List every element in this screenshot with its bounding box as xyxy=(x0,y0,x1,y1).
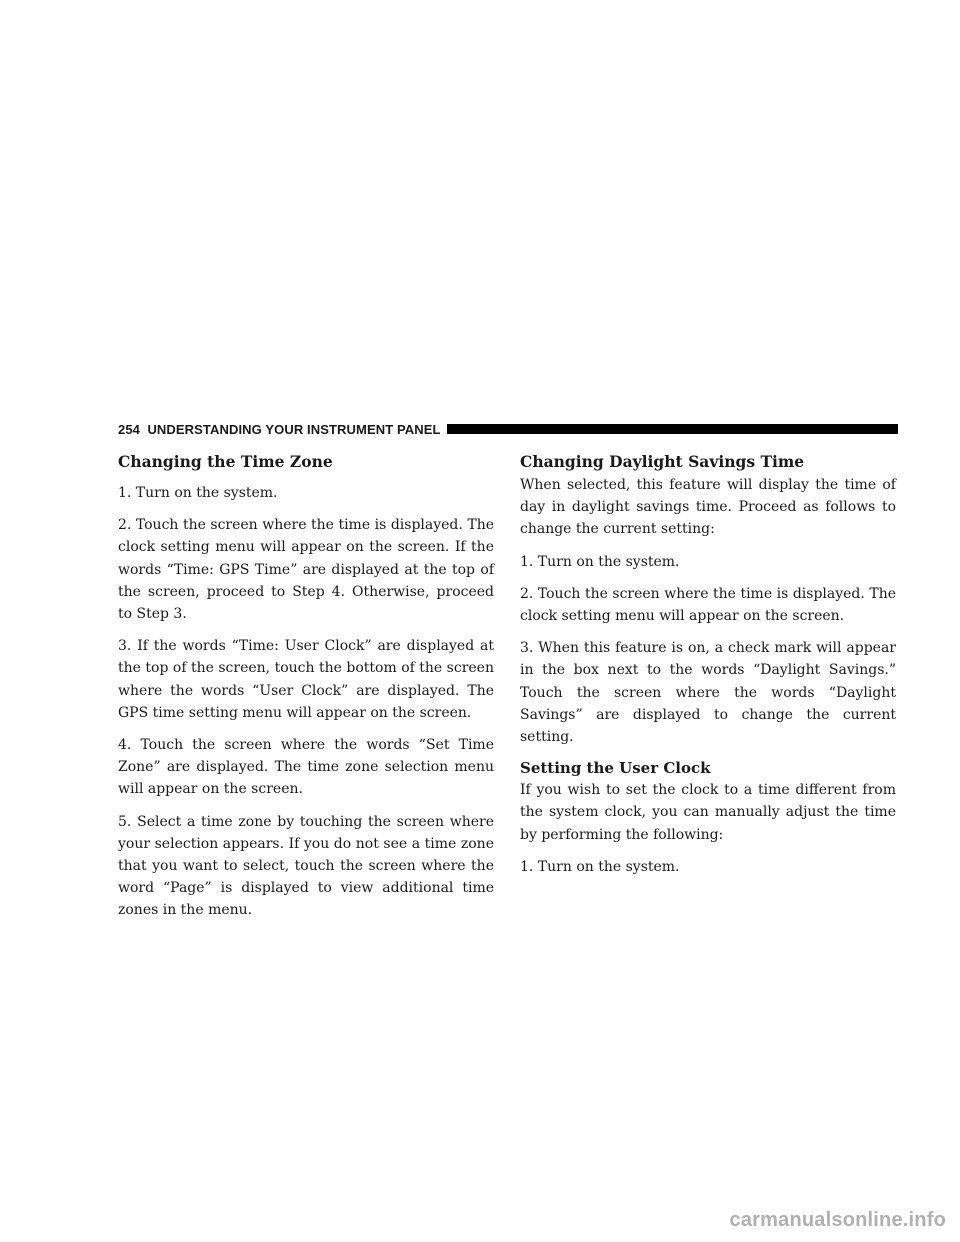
paragraph: 5. Select a time zone by touching the screen where your selection appears. If you do not see a time zone that you want to select, touch the screen where the word “Page” is displayed to view additional time zones in the menu. xyxy=(118,813,494,919)
paragraph: 2. Touch the screen where the time is displayed. The clock setting menu will appear on the screen. If the words “Time: GPS Time” are displayed at the top of the screen, proceed to Step 4. Otherwise, proceed to Step 3. xyxy=(118,517,494,623)
paragraph: 3. If the words “Time: User Clock” are displayed at the top of the screen, touch the bottom of the screen where the words “User Clock” are displayed. The GPS time setting menu will appear on the screen. xyxy=(118,638,494,721)
paragraph: 2. Touch the screen where the time is displayed. The clock setting menu will appear on the screen. xyxy=(520,585,896,625)
paragraph: If you wish to set the clock to a time different from the system clock, you can manually adjust the time by performing the following: xyxy=(520,782,896,843)
header-rule xyxy=(447,424,898,434)
page-number: 254 xyxy=(118,421,140,437)
paragraph: 4. Touch the screen where the words “Set Time Zone” are displayed. The time zone selection menu will appear on the screen. xyxy=(118,737,494,798)
section-title: UNDERSTANDING YOUR INSTRUMENT PANEL xyxy=(147,421,441,437)
left-column xyxy=(118,452,494,932)
heading-daylight-savings: Changing Daylight Savings Time xyxy=(520,452,805,471)
paragraph: 1. Turn on the system. xyxy=(118,485,278,501)
paragraph: 1. Turn on the system. xyxy=(520,858,680,875)
right-column xyxy=(520,452,896,888)
heading-setting-user-clock: Setting the User Clock xyxy=(520,759,711,778)
paragraph: 1. Turn on the system. xyxy=(520,553,680,570)
page-header-text xyxy=(118,422,441,437)
paragraph: 3. When this feature is on, a check mark will appear in the box next to the words “Daylight Savings.” Touch the screen where the words “Daylight Savings” are displayed to change the current setting. xyxy=(520,640,896,746)
paragraph: When selected, this feature will display the time of day in daylight savings time. Proceed as follows to change the current setting: xyxy=(520,477,896,538)
heading-changing-time-zone: Changing the Time Zone xyxy=(118,452,333,471)
page-header xyxy=(118,420,898,438)
watermark: carmanualsonline.info xyxy=(729,1209,946,1231)
